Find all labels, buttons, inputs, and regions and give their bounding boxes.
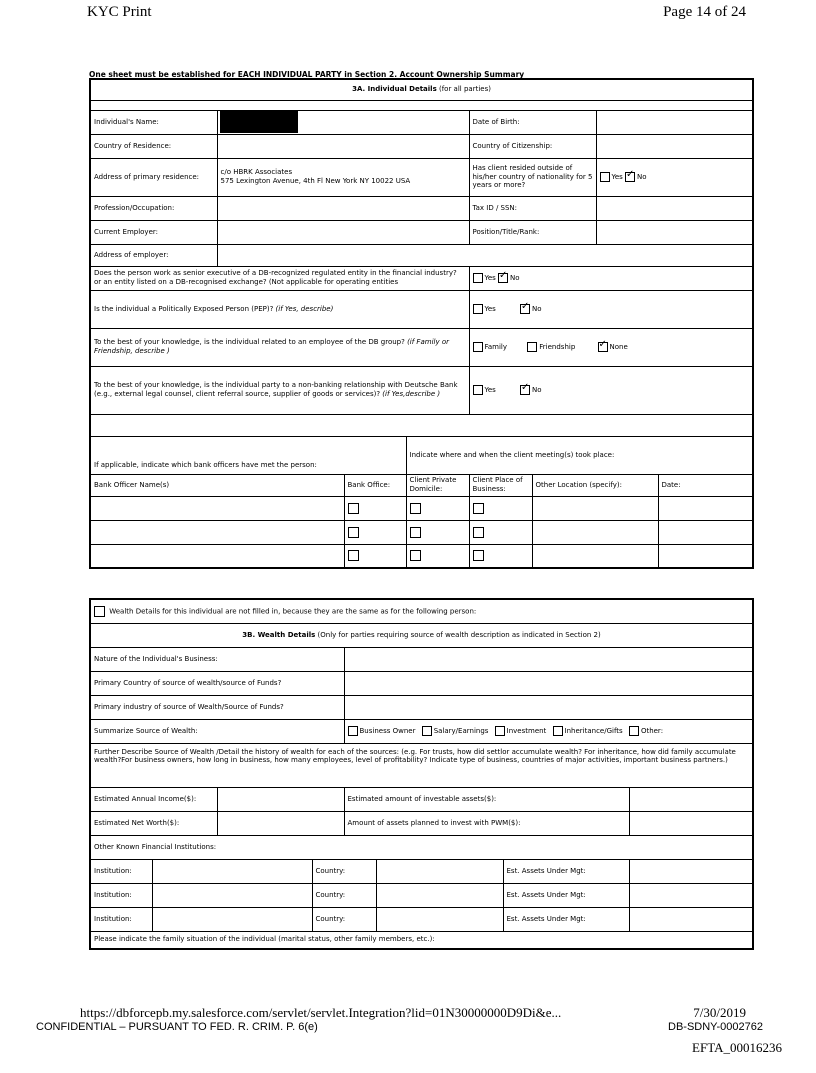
checkbox-bank-office[interactable]: [348, 503, 359, 514]
checkbox-no-checked[interactable]: [498, 273, 508, 283]
employer-label: Current Employer:: [90, 220, 217, 244]
instruction-note: One sheet must be established for EACH INDIVIDUAL PARTY in Section 2. Account Ownership Summary: [89, 70, 525, 79]
meeting-label: Indicate where and when the client meeting(s) took place:: [406, 436, 753, 474]
individual-name-label: Individual's Name:: [90, 110, 217, 134]
country-citizenship-value: [596, 134, 753, 158]
checkbox-bank-office[interactable]: [348, 527, 359, 538]
assets-under-mgt-label: Est. Assets Under Mgt:: [503, 859, 629, 883]
checkbox-client-domicile[interactable]: [410, 527, 421, 538]
resided-outside-choice: Yes ✓ No: [596, 158, 753, 196]
primary-industry-label: Primary industry of source of Wealth/Source of Funds?: [90, 695, 344, 719]
checkbox-client-business[interactable]: [473, 527, 484, 538]
dob-value: [596, 110, 753, 134]
page-number: Page 14 of 24: [663, 4, 746, 20]
assets-under-mgt-label: Est. Assets Under Mgt:: [503, 907, 629, 931]
individual-details-table: [89, 78, 754, 569]
summarize-label: Summarize Source of Wealth:: [90, 719, 344, 743]
checkbox-client-domicile[interactable]: [410, 550, 421, 561]
client-domicile-header: Client Private Domicile:: [406, 474, 469, 496]
family-situation-label: Please indicate the family situation of the individual (marital status, other family members, etc.):: [90, 931, 753, 949]
profession-value: [217, 196, 469, 220]
institution-label: Institution:: [90, 883, 152, 907]
nonbank-choice: Yes ✓ No: [469, 366, 753, 414]
employer-address-value: [217, 244, 753, 266]
checkbox-client-domicile[interactable]: [410, 503, 421, 514]
wealth-details-table: [89, 598, 754, 950]
annual-income-value: [217, 787, 344, 811]
table-row: [90, 859, 753, 883]
confidential-notice: CONFIDENTIAL – PURSUANT TO FED. R. CRIM. P. 6(e): [36, 1021, 318, 1033]
dob-label: Date of Birth:: [469, 110, 596, 134]
table-row: [90, 496, 753, 520]
table-row: [90, 544, 753, 568]
nature-business-value: [344, 647, 753, 671]
individual-name-value: [217, 110, 469, 134]
checkbox-bank-office[interactable]: [348, 550, 359, 561]
address-value: c/o HBRK Associates 575 Lexington Avenue, 4th Fl New York NY 10022 USA: [217, 158, 469, 196]
table-row: [90, 520, 753, 544]
bank-office-header: Bank Office:: [344, 474, 406, 496]
checkbox-friendship[interactable]: [527, 342, 537, 352]
pep-choice: Yes ✓ No: [469, 290, 753, 328]
checkbox-client-business[interactable]: [473, 503, 484, 514]
position-label: Position/Title/Rank:: [469, 220, 596, 244]
taxid-value: [596, 196, 753, 220]
checkbox-other[interactable]: [629, 726, 639, 736]
table-row: [90, 883, 753, 907]
footer-url: https://dbforcepb.my.salesforce.com/servlet/servlet.Integration?lid=01N30000000D9Di&e...: [80, 1005, 562, 1020]
institution-label: Institution:: [90, 907, 152, 931]
checkbox-wealth-same[interactable]: [94, 606, 105, 617]
annual-income-label: Estimated Annual Income($):: [90, 787, 217, 811]
table-row: [90, 907, 753, 931]
redaction-block: [220, 111, 298, 133]
assets-pwm-label: Amount of assets planned to invest with PWM($):: [344, 811, 629, 835]
checkbox-none-checked[interactable]: [598, 342, 608, 352]
print-header-title: KYC Print: [87, 4, 152, 20]
employer-value: [217, 220, 469, 244]
client-business-header: Client Place of Business:: [469, 474, 532, 496]
spacer-row: [90, 414, 753, 436]
address-label: Address of primary residence:: [90, 158, 217, 196]
footer-date: 7/30/2019: [693, 1005, 746, 1020]
nature-business-label: Nature of the Individual's Business:: [90, 647, 344, 671]
other-institutions-label: Other Known Financial Institutions:: [90, 835, 753, 859]
section-3a-title: 3A. Individual Details (for all parties): [90, 79, 753, 100]
assets-under-mgt-label: Est. Assets Under Mgt:: [503, 883, 629, 907]
net-worth-value: [217, 811, 344, 835]
profession-label: Profession/Occupation:: [90, 196, 217, 220]
investable-assets-label: Estimated amount of investable assets($):: [344, 787, 629, 811]
taxid-label: Tax ID / SSN:: [469, 196, 596, 220]
wealth-same-row: Wealth Details for this individual are not filled in, because they are the same as for the following person:: [90, 599, 753, 623]
officer-names-header: Bank Officer Name(s): [90, 474, 344, 496]
efta-number: EFTA_00016236: [692, 1040, 782, 1055]
checkbox-business-owner[interactable]: [348, 726, 358, 736]
officers-label: If applicable, indicate which bank officers have met the person:: [90, 436, 406, 474]
country-label: Country:: [312, 859, 376, 883]
primary-country-label: Primary Country of source of wealth/source of Funds?: [90, 671, 344, 695]
other-location-header: Other Location (specify):: [532, 474, 658, 496]
employer-address-label: Address of employer:: [90, 244, 217, 266]
institution-label: Institution:: [90, 859, 152, 883]
checkbox-salary[interactable]: [422, 726, 432, 736]
position-value: [596, 220, 753, 244]
checkbox-family[interactable]: [473, 342, 483, 352]
source-options: Business Owner Salary/Earnings Investment Inheritance/Gifts Other:: [344, 719, 753, 743]
checkbox-investment[interactable]: [495, 726, 505, 736]
checkbox-yes[interactable]: [473, 273, 483, 283]
checkbox-yes[interactable]: [473, 304, 483, 314]
country-residence-value: [217, 134, 469, 158]
assets-pwm-value: [629, 811, 753, 835]
country-residence-label: Country of Residence:: [90, 134, 217, 158]
further-describe-text: Further Describe Source of Wealth /Detail the history of wealth for each of the sources: (e.g. For trusts, how did settlor accumulate wealth? For inheritance, how did family accumulate wealth?For business owners, how long in business, how many employees, level of profitability? Indicate type of business, countries of major activities, important business partners.): [90, 743, 753, 787]
primary-industry-value: [344, 695, 753, 719]
country-label: Country:: [312, 907, 376, 931]
country-label: Country:: [312, 883, 376, 907]
primary-country-value: [344, 671, 753, 695]
checkbox-yes[interactable]: [600, 172, 610, 182]
date-header: Date:: [658, 474, 753, 496]
senior-exec-question: Does the person work as senior executive of a DB-recognized regulated entity in the financial industry? or an entity listed on a DB-recognised exchange? (Not applicable for operating entities: [90, 266, 469, 290]
investable-assets-value: [629, 787, 753, 811]
checkbox-yes[interactable]: [473, 385, 483, 395]
net-worth-label: Estimated Net Worth($):: [90, 811, 217, 835]
checkbox-client-business[interactable]: [473, 550, 484, 561]
nonbank-question: To the best of your knowledge, is the individual party to a non-banking relationship with Deutsche Bank (e.g., external legal counsel, client referral source, supplier of goods or services)? (if Yes,describe ): [90, 366, 469, 414]
related-choice: Family Friendship ✓ None: [469, 328, 753, 366]
country-citizenship-label: Country of Citizenship:: [469, 134, 596, 158]
pep-question: Is the individual a Politically Exposed Person (PEP)? (if Yes, describe): [90, 290, 469, 328]
checkbox-no-checked[interactable]: [520, 304, 530, 314]
checkbox-no-checked[interactable]: [520, 385, 530, 395]
senior-exec-choice: Yes ✓ No: [469, 266, 753, 290]
checkbox-inheritance[interactable]: [553, 726, 563, 736]
bates-number: DB-SDNY-0002762: [668, 1021, 763, 1033]
checkbox-no-checked[interactable]: [625, 172, 635, 182]
resided-outside-label: Has client resided outside of his/her country of nationality for 5 years or more?: [469, 158, 596, 196]
section-3b-title: 3B. Wealth Details (Only for parties requiring source of wealth description as indicated in Section 2): [90, 623, 753, 647]
related-question: To the best of your knowledge, is the individual related to an employee of the DB group? (if Family or Friendship, describe ): [90, 328, 469, 366]
